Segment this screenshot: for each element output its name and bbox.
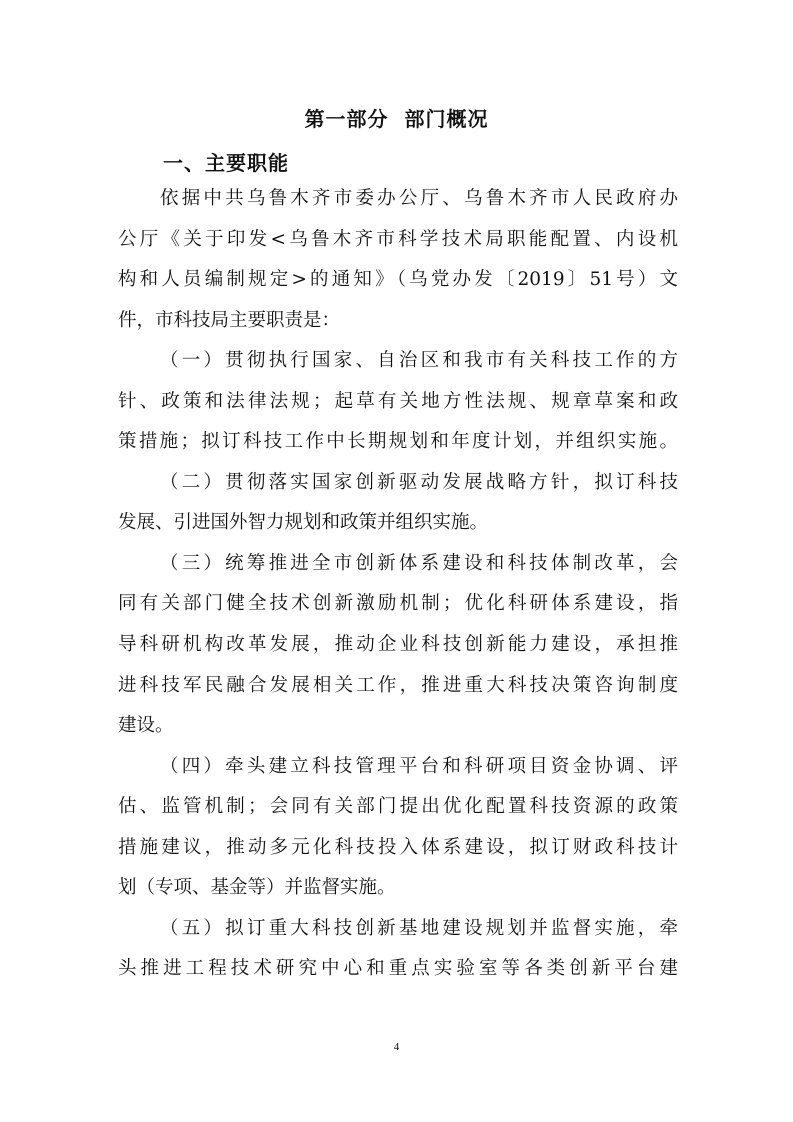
- text-line: （三）统筹推进全市创新体系建设和科技体制改革，会: [160, 552, 678, 574]
- text-line: （二）贯彻落实国家创新驱动发展战略方针，拟订科技: [160, 471, 678, 493]
- section-heading: 一、主要职能: [163, 151, 289, 175]
- text-line: 措施建议，推动多元化科技投入体系建设，拟订财政科技计: [118, 836, 678, 858]
- text-line: 导科研机构改革发展，推动企业科技创新能力建设，承担推: [118, 634, 678, 656]
- text-line: 策措施；拟订科技工作中长期规划和年度计划，并组织实施。: [118, 431, 678, 453]
- text-line: 公厅《关于印发<乌鲁木齐市科学技术局职能配置、内设机: [118, 228, 678, 250]
- text-line: （四）牵头建立科技管理平台和科研项目资金协调、评: [160, 755, 678, 777]
- text-line: 头推进工程技术研究中心和重点实验室等各类创新平台建: [118, 958, 678, 980]
- page-title: 第一部分 部门概况: [304, 107, 489, 131]
- text-line: （一）贯彻执行国家、自治区和我市有关科技工作的方: [160, 350, 678, 372]
- page-number: 4: [393, 1041, 400, 1053]
- body-text: [118, 179, 678, 990]
- text-line: 划（专项、基金等）并监督实施。: [118, 877, 396, 899]
- text-line: 件，市科技局主要职责是：: [118, 309, 341, 331]
- text-line: 构和人员编制规定>的通知》（乌党办发〔2019〕51号）文: [118, 269, 678, 291]
- text-line: 依据中共乌鲁木齐市委办公厅、乌鲁木齐市人民政府办: [160, 188, 678, 209]
- text-line: 针、政策和法律法规；起草有关地方性法规、规章草案和政: [118, 390, 678, 412]
- text-line: 发展、引进国外智力规划和政策并组织实施。: [118, 512, 489, 534]
- text-line: 估、监管机制；会同有关部门提出优化配置科技资源的政策: [118, 796, 678, 818]
- text-line: 同有关部门健全技术创新激励机制；优化科研体系建设，指: [118, 593, 678, 615]
- text-line: 建设。: [118, 715, 174, 737]
- text-line: （五）拟订重大科技创新基地建设规划并监督实施，牵: [160, 917, 678, 939]
- text-line: 进科技军民融合发展相关工作，推进重大科技决策咨询制度: [118, 674, 678, 696]
